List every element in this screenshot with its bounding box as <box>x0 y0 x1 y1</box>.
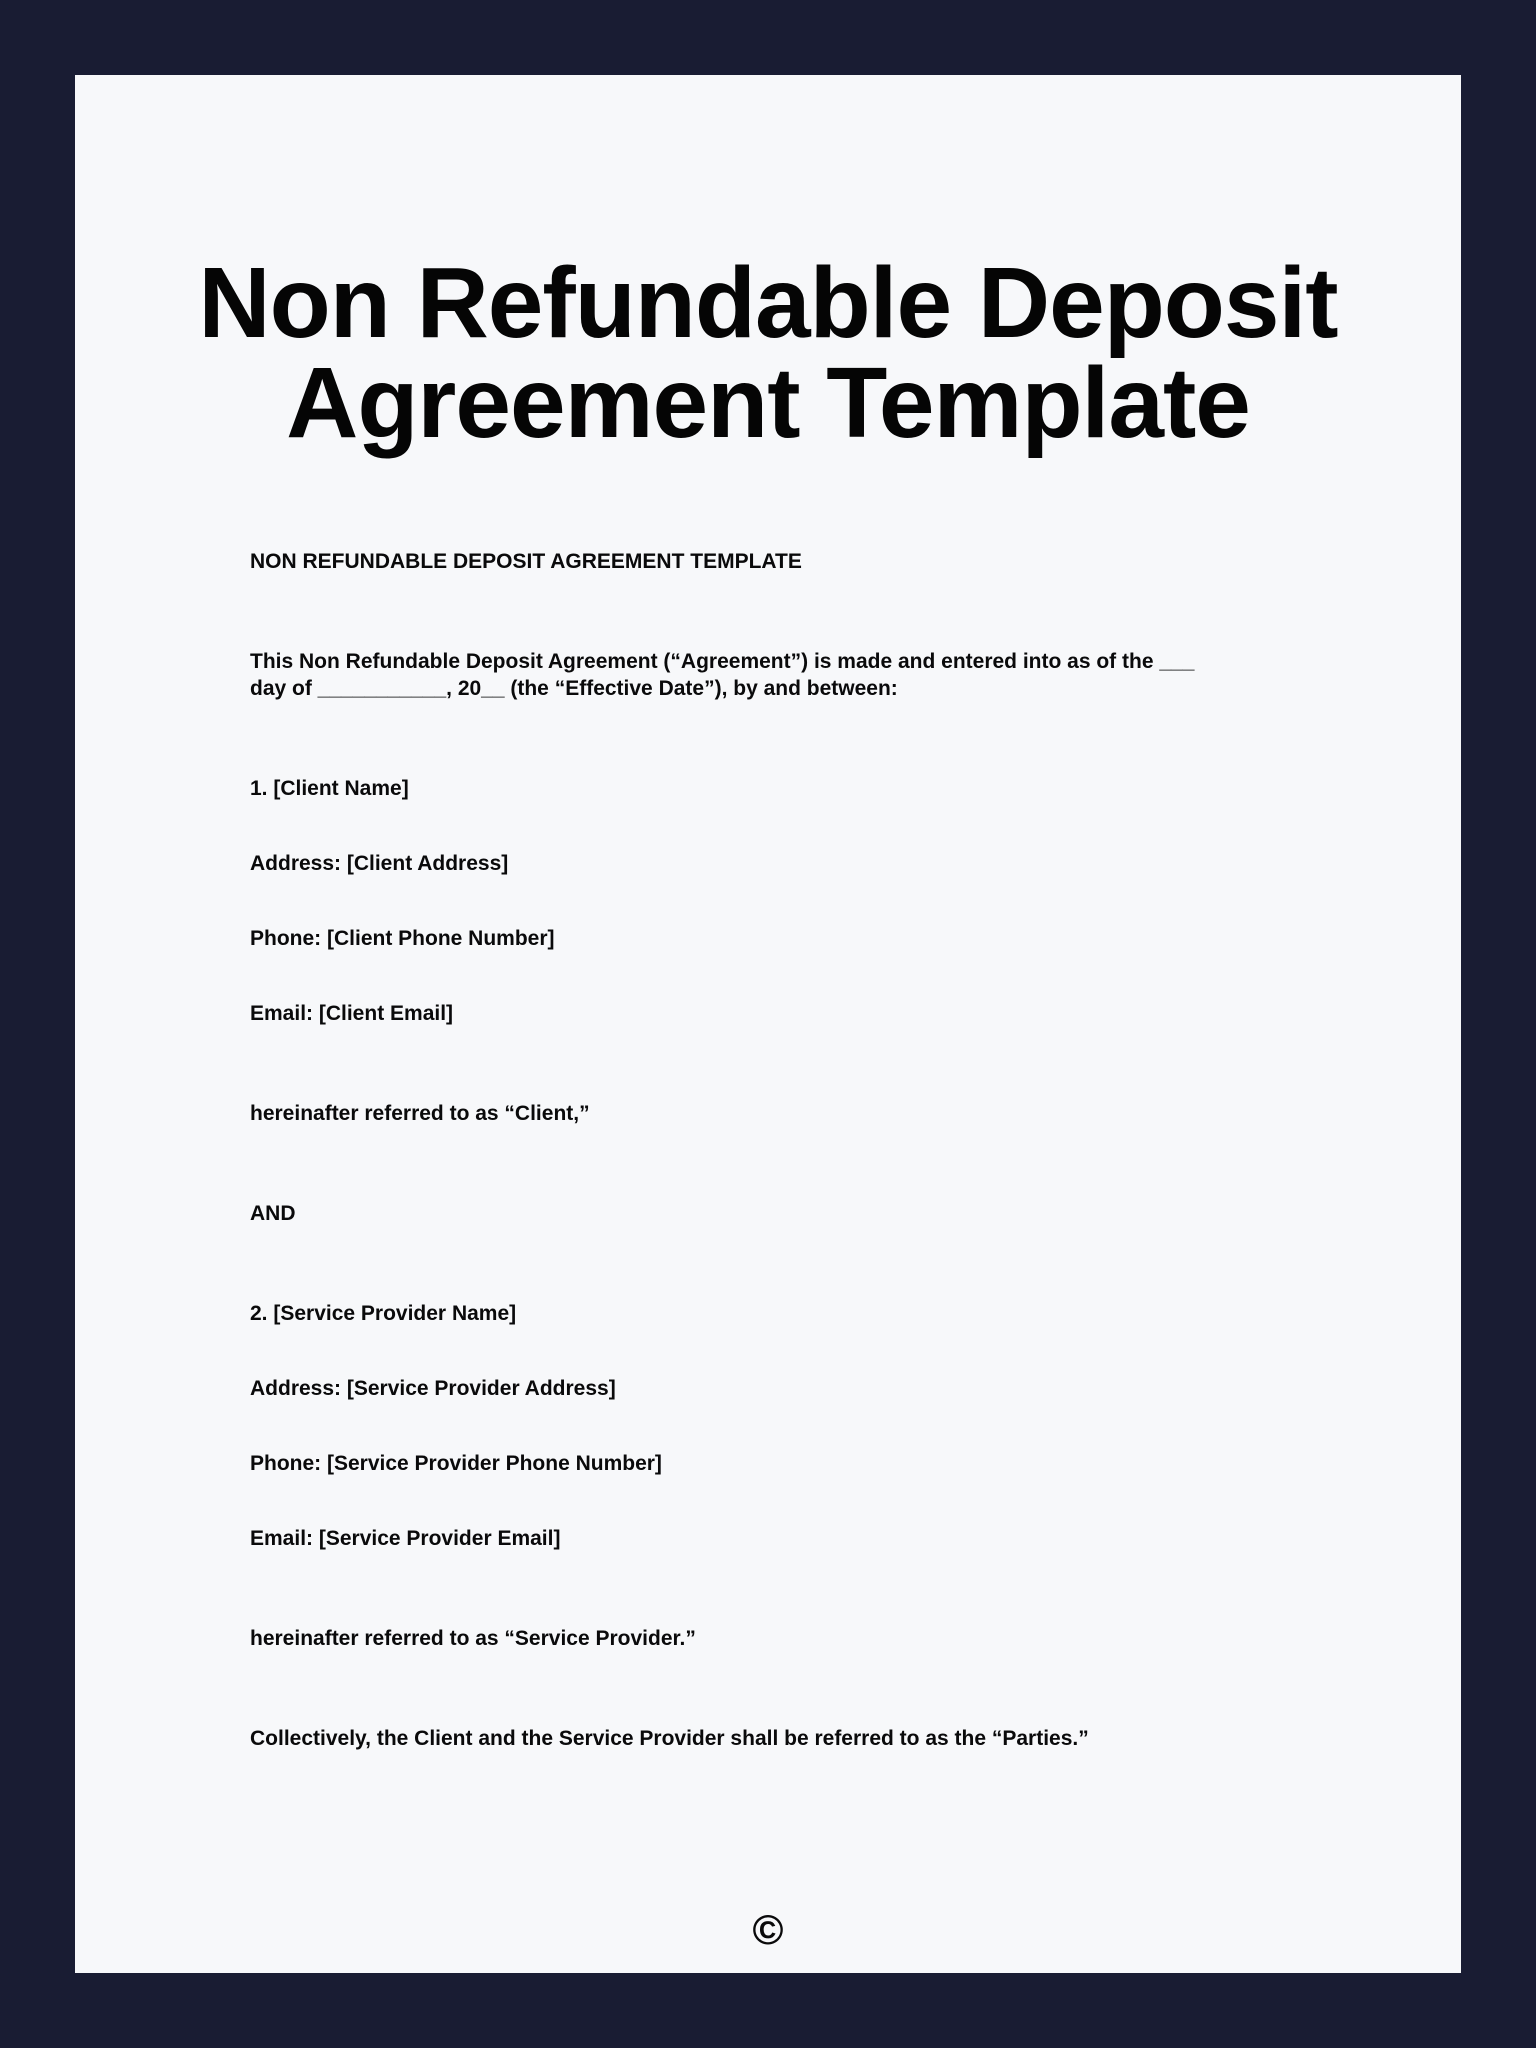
client-name-line: 1. [Client Name] <box>250 777 409 800</box>
provider-email-line: Email: [Service Provider Email] <box>250 1527 561 1550</box>
provider-address-line: Address: [Service Provider Address] <box>250 1377 616 1400</box>
and-separator: AND <box>250 1202 296 1225</box>
client-hereinafter-line: hereinafter referred to as “Client,” <box>250 1102 590 1125</box>
provider-name-line: 2. [Service Provider Name] <box>250 1302 517 1325</box>
parties-clause: Collectively, the Client and the Service Provider shall be referred to as the “Parties.” <box>250 1727 1089 1750</box>
page-title: Non Refundable Deposit Agreement Template <box>198 247 1338 459</box>
intro-paragraph: This Non Refundable Deposit Agreement (“Agreement”) is made and entered into as of the ___ day of ___________, 20__ (the “Effective Date”), by and between: <box>250 650 1195 700</box>
client-email-line: Email: [Client Email] <box>250 1002 454 1025</box>
provider-phone-line: Phone: [Service Provider Phone Number] <box>250 1452 662 1475</box>
provider-hereinafter-line: hereinafter referred to as “Service Provider.” <box>250 1627 696 1650</box>
copyright-icon: © <box>752 1906 784 1953</box>
document-body <box>250 548 1235 1752</box>
client-address-line: Address: [Client Address] <box>250 852 509 875</box>
document-page <box>75 75 1461 1973</box>
section-heading: NON REFUNDABLE DEPOSIT AGREEMENT TEMPLATE <box>250 550 802 573</box>
client-phone-line: Phone: [Client Phone Number] <box>250 927 555 950</box>
